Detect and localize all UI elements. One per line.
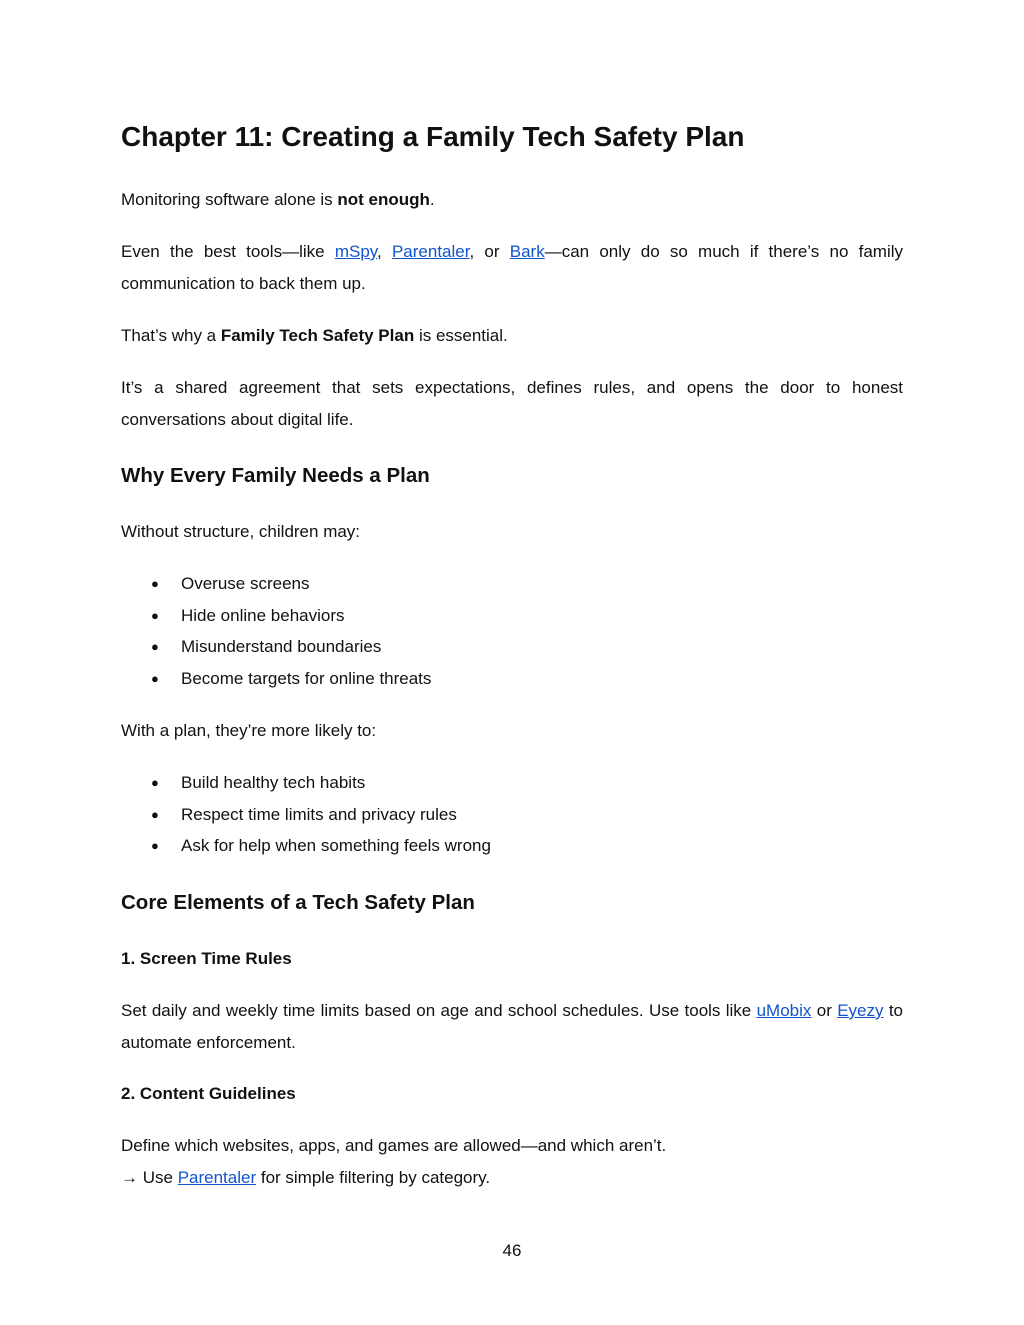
section-why-heading: Why Every Family Needs a Plan <box>121 464 430 487</box>
screen-time-text-mid: or <box>811 1001 838 1020</box>
umobix-link[interactable]: uMobix <box>756 1001 812 1020</box>
bullet-icon: ● <box>151 806 159 822</box>
intro-p2-sep1: , <box>377 242 392 261</box>
intro-p2-start: Even the best tools—like <box>121 242 335 261</box>
bullet-icon: ● <box>151 838 159 854</box>
list-item-text: Build healthy tech habits <box>181 773 366 792</box>
list-item <box>121 767 491 799</box>
bullet-icon: ● <box>151 639 159 655</box>
eyezy-link[interactable]: Eyezy <box>837 1001 884 1020</box>
intro-p2-sep2: , or <box>469 242 510 261</box>
bullet-icon: ● <box>151 576 159 591</box>
list-item <box>121 830 491 862</box>
content-guidelines-text-end: for simple filtering by category. <box>256 1168 491 1187</box>
bullet-icon: ● <box>151 775 159 790</box>
screen-time-text-end: to automate enforcement. <box>121 1001 903 1052</box>
screen-time-rules-heading: 1. Screen Time Rules <box>121 949 292 968</box>
screen-time-rules-paragraph <box>121 995 903 1058</box>
intro-p3-end: is essential. <box>414 326 508 345</box>
list-item <box>121 568 431 600</box>
list-item-text: Ask for help when something feels wrong <box>181 836 491 856</box>
intro-p1-end: . <box>429 190 435 209</box>
content-guidelines-line-2 <box>121 1162 903 1194</box>
list-item-text: Respect time limits and privacy rules <box>181 804 457 824</box>
list-item-text: Overuse screens <box>181 574 310 593</box>
without-structure-list <box>121 568 431 695</box>
intro-p3-bold: Family Tech Safety Plan <box>220 326 415 345</box>
page-number: 46 <box>502 1241 522 1260</box>
intro-p2-end: —can only do so much if there’s no family communication to back them up. <box>121 242 904 293</box>
content-guidelines-arrow-text: → Use <box>121 1168 178 1187</box>
intro-paragraph-4: It’s a shared agreement that sets expectations, defines rules, and opens the door to honest conversations about digital life. <box>121 378 903 429</box>
bark-link[interactable]: Bark <box>509 242 545 261</box>
bullet-icon: ● <box>151 671 159 687</box>
parentaler-link[interactable]: Parentaler <box>391 242 470 261</box>
content-guidelines-heading: 2. Content Guidelines <box>121 1084 296 1103</box>
content-guidelines-line-1: Define which websites, apps, and games are allowed—and which aren’t. <box>121 1136 667 1155</box>
with-plan-intro: With a plan, they’re more likely to: <box>121 721 377 740</box>
list-item <box>121 799 491 831</box>
list-item-text: Become targets for online threats <box>181 669 432 689</box>
intro-paragraph-2 <box>121 236 903 299</box>
mspy-link[interactable]: mSpy <box>334 242 378 261</box>
without-structure-intro: Without structure, children may: <box>121 522 361 541</box>
list-item <box>121 663 431 695</box>
parentaler-link-2[interactable]: Parentaler <box>177 1168 257 1187</box>
chapter-title: Chapter 11: Creating a Family Tech Safety Plan <box>121 121 745 152</box>
list-item <box>121 631 431 663</box>
screen-time-text-start: Set daily and weekly time limits based on age and school schedules. Use tools like <box>121 1001 757 1020</box>
intro-paragraph-1 <box>121 184 903 216</box>
section-core-heading: Core Elements of a Tech Safety Plan <box>121 891 475 914</box>
bullet-icon: ● <box>151 607 159 623</box>
intro-p3-start: That’s why a <box>121 326 221 345</box>
list-item-text: Hide online behaviors <box>181 605 345 625</box>
intro-p1-bold: not enough <box>337 190 430 209</box>
list-item <box>121 600 431 632</box>
with-plan-list <box>121 767 491 862</box>
intro-paragraph-3 <box>121 320 903 352</box>
list-item-text: Misunderstand boundaries <box>181 637 382 657</box>
intro-p1-text: Monitoring software alone is <box>121 190 338 209</box>
